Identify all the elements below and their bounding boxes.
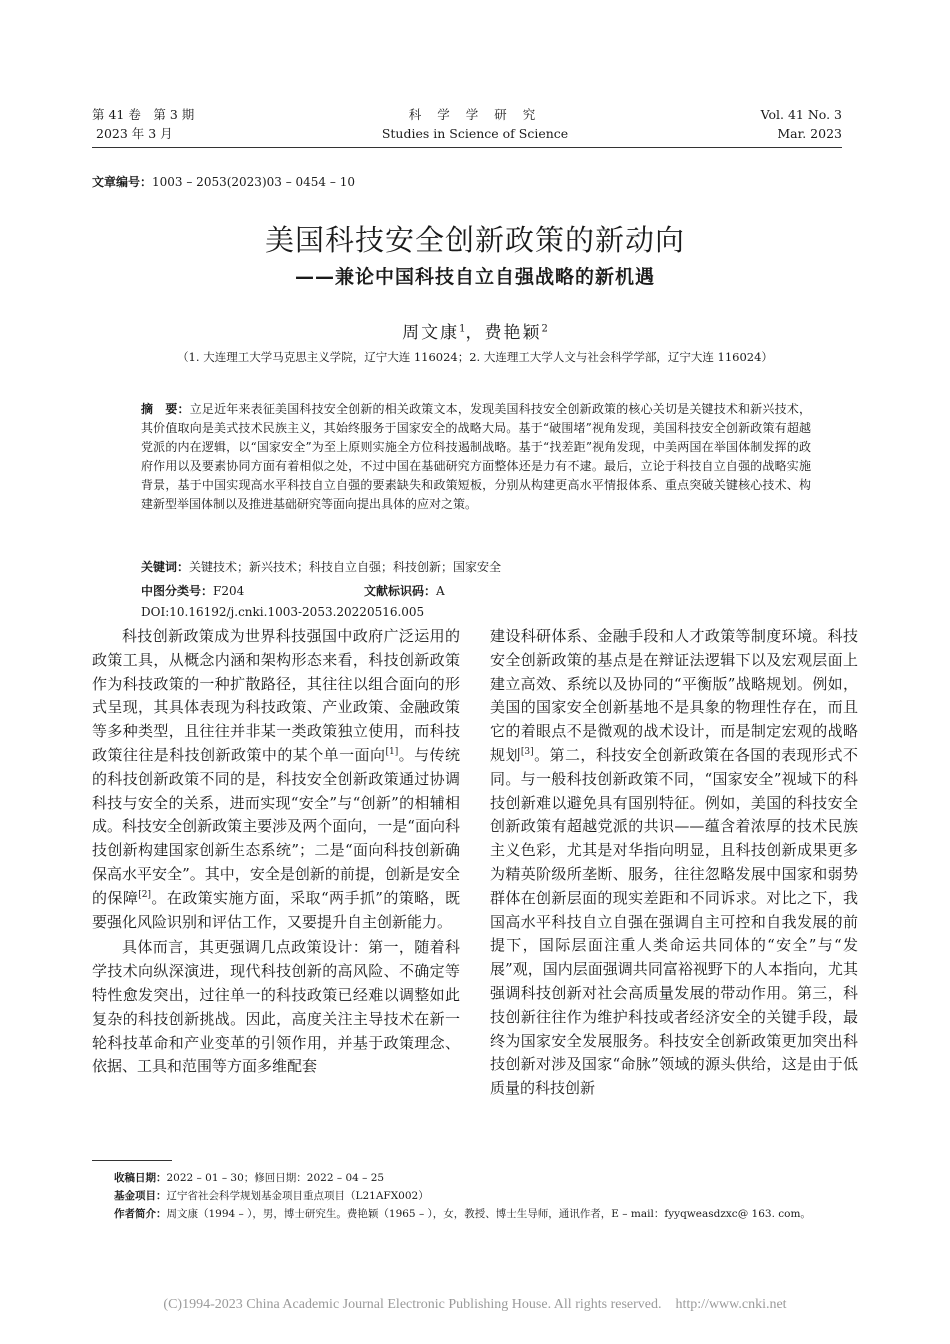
author-1-sup: 1 bbox=[459, 323, 466, 335]
affiliation: （1. 大连理工大学马克思主义学院，辽宁大连 116024；2. 大连理工大学人文与社会科学学部，辽宁大连 116024） bbox=[177, 350, 773, 364]
author-sep: ， bbox=[465, 323, 485, 343]
body-text: 。与传统的科技创新政策不同的是，科技安全创新政策通过协调科技与安全的关系，进而实现“安全”与“创新”的相辅相成。科技安全创新政策主要涉及两个面向，一是“面向科技创新构建国家创新生态系统”；二是“面向科技创新确保高水平安全”。其中，安全是创新的前提，创新是安全的保障 bbox=[92, 745, 460, 907]
doi: DOI:10.16192/j.cnki.1003-2053.20220516.005 bbox=[141, 605, 425, 619]
keywords-label: 关键词： bbox=[141, 560, 190, 574]
body-column-right bbox=[490, 625, 858, 1101]
body-text: 建设科研体系、金融手段和人才政策等制度环境。科技安全创新政策的基点是在辩证法逻辑下以及宏观层面上建立高效、系统以及协同的“平衡版”战略规划。例如，美国的国家安全创新基地不是具象的物理性存在，而且它的着眼点不是微观的战术设计，而是制定宏观的战略规划 bbox=[490, 627, 858, 764]
footnote-bio bbox=[114, 1205, 834, 1223]
citation-2[interactable]: [2] bbox=[138, 889, 151, 900]
fund-value: 辽宁省社会科学规划基金项目重点项目（L21AFX002） bbox=[166, 1190, 429, 1202]
bio-label: 作者简介： bbox=[114, 1208, 167, 1220]
body-paragraph-2-cont bbox=[490, 625, 858, 1101]
footnote-fund bbox=[114, 1187, 429, 1205]
clc-label: 中图分类号： bbox=[141, 584, 214, 598]
body-text: 具体而言，其更强调几点政策设计：第一，随着科学技术向纵深演进，现代科技创新的高风险、不确定等特性愈发突出，过往单一的科技政策已经难以调整如此复杂的科技创新挑战。因此，高度关注主导技术在新一轮科技革命和产业变革的引领作用，并基于政策理念、依据、工具和范围等方面多维配套 bbox=[92, 938, 460, 1076]
citation-1[interactable]: [1] bbox=[385, 746, 399, 757]
volume-cn: 第 41 卷 第 3 期 bbox=[92, 107, 195, 122]
body-text: 。第二，科技安全创新政策在各国的表现形式不同。与一般科技创新政策不同，“国家安全”视域下的科技创新难以避免具有国别特征。例如，美国的科技安全创新政策有超越党派的共识——蕴含着浓厚的技术民族主义色彩，尤其是对华指向明显，且科技创新成果更多为精英阶级所垄断、服务，往往忽略发展中国家和弱势群体在创新层面的现实差距和不同诉求。对比之下，我国高水平科技自立自强在强调自主可控和自我发展的前提下，国际层面注重人类命运共同体的“安全”与“发展”观，国内层面强调共同富裕视野下的人本指向，尤其强调科技创新对社会高质量发展的带动作用。第三，科技创新往往作为维护科技或者经济安全的关键手段，最终为国家安全发展服务。科技安全创新政策更加突出科技创新对涉及国家“命脉”领域的源头供给，这是由于低质量的科技创新 bbox=[490, 745, 858, 1098]
author-2-sup: 2 bbox=[541, 323, 548, 335]
page-title: 美国科技安全创新政策的新动向 bbox=[264, 223, 685, 257]
header-right bbox=[761, 105, 842, 143]
body-paragraph-1 bbox=[92, 625, 460, 934]
clc-value: F204 bbox=[213, 584, 245, 598]
volume-en: Vol. 41 No. 3 bbox=[760, 107, 842, 122]
article-number-label: 文章编号： bbox=[92, 175, 153, 189]
doc-code-value: A bbox=[436, 584, 445, 598]
page-subtitle: ——兼论中国科技自立自强战略的新机遇 bbox=[294, 266, 655, 288]
doc-code-label: 文献标识码： bbox=[364, 584, 437, 598]
body-paragraph-2 bbox=[92, 936, 460, 1079]
citation-3[interactable]: [3] bbox=[520, 746, 534, 757]
article-number-value: 1003 – 2053(2023)03 – 0454 – 10 bbox=[152, 175, 355, 189]
document-code bbox=[364, 582, 445, 599]
article-number bbox=[92, 173, 355, 190]
clc-number bbox=[141, 582, 244, 599]
body-text: 科技创新政策成为世界科技强国中政府广泛运用的政策工具，从概念内涵和架构形态来看，科技创新政策作为科技政策的一种扩散路径，其往往以组合面向的形式呈现，其具体表现为科技政策、产业政策、金融政策等多种类型，且往往并非某一类政策独立使用，而科技政策往往是科技创新政策中的某个单一面向 bbox=[92, 627, 460, 764]
body-column-left bbox=[92, 625, 460, 1079]
journal-cn: 科 学 学 研 究 bbox=[408, 107, 542, 122]
authors bbox=[0, 318, 950, 343]
keywords bbox=[141, 558, 501, 575]
abstract bbox=[141, 400, 811, 514]
footnote-received bbox=[114, 1169, 384, 1187]
author-2: 费艳颖 bbox=[484, 323, 542, 343]
footnote-rule bbox=[92, 1160, 172, 1161]
author-1: 周文康 bbox=[402, 323, 460, 343]
abstract-text: 立足近年来表征美国科技安全创新的相关政策文本，发现美国科技安全创新政策的核心关切是关键技术和新兴技术，其价值取向是美式技术民族主义，其始终服务于国家安全的战略大局。基于“破围堵”视角发现，美国科技安全创新政策有超越党派的内在逻辑，以“国家安全”为至上原则实施全方位科技遏制战略。基于“找差距”视角发现，中美两国在举国体制发挥的政府作用以及要素协同方面有着相似之处，不过中国在基础研究方面整体还是力有不逮。最后，立论于科技自立自强的战略实施背景，基于中国实现高水平科技自立自强的要素缺失和政策短板，分别从构建更高水平情报体系、重点突破关键核心技术、构建新型举国体制以及推进基础研究等面向提出具体的应对之策。 bbox=[141, 402, 811, 511]
copyright-notice: (C)1994-2023 China Academic Journal Electronic Publishing House. All rights reserved. http://www.cnki.net bbox=[163, 1297, 787, 1312]
date-en: Mar. 2023 bbox=[777, 126, 842, 141]
header-left bbox=[92, 105, 194, 143]
header-center bbox=[325, 105, 625, 143]
received-label: 收稿日期： bbox=[114, 1172, 167, 1184]
abstract-label: 摘 要： bbox=[141, 402, 190, 416]
fund-label: 基金项目： bbox=[114, 1190, 167, 1202]
received-value: 2022 – 01 – 30；修回日期：2022 – 04 – 25 bbox=[166, 1172, 385, 1184]
body-text: 。在政策实施方面，采取“两手抓”的策略，既要强化风险识别和评估工作，又要提升自主创新能力。 bbox=[92, 888, 460, 931]
journal-en: Studies in Science of Science bbox=[381, 126, 569, 141]
date-cn: 2023 年 3 月 bbox=[96, 126, 173, 141]
bio-value: 周文康（1994 – ），男，博士研究生。费艳颖（1965 – ），女，教授、博士生导师，通讯作者，E – mail：fyyqweasdzxc@ 163. com。 bbox=[166, 1208, 811, 1220]
header-rule bbox=[92, 147, 842, 148]
keywords-text: 关键技术；新兴技术；科技自立自强；科技创新；国家安全 bbox=[189, 560, 502, 574]
